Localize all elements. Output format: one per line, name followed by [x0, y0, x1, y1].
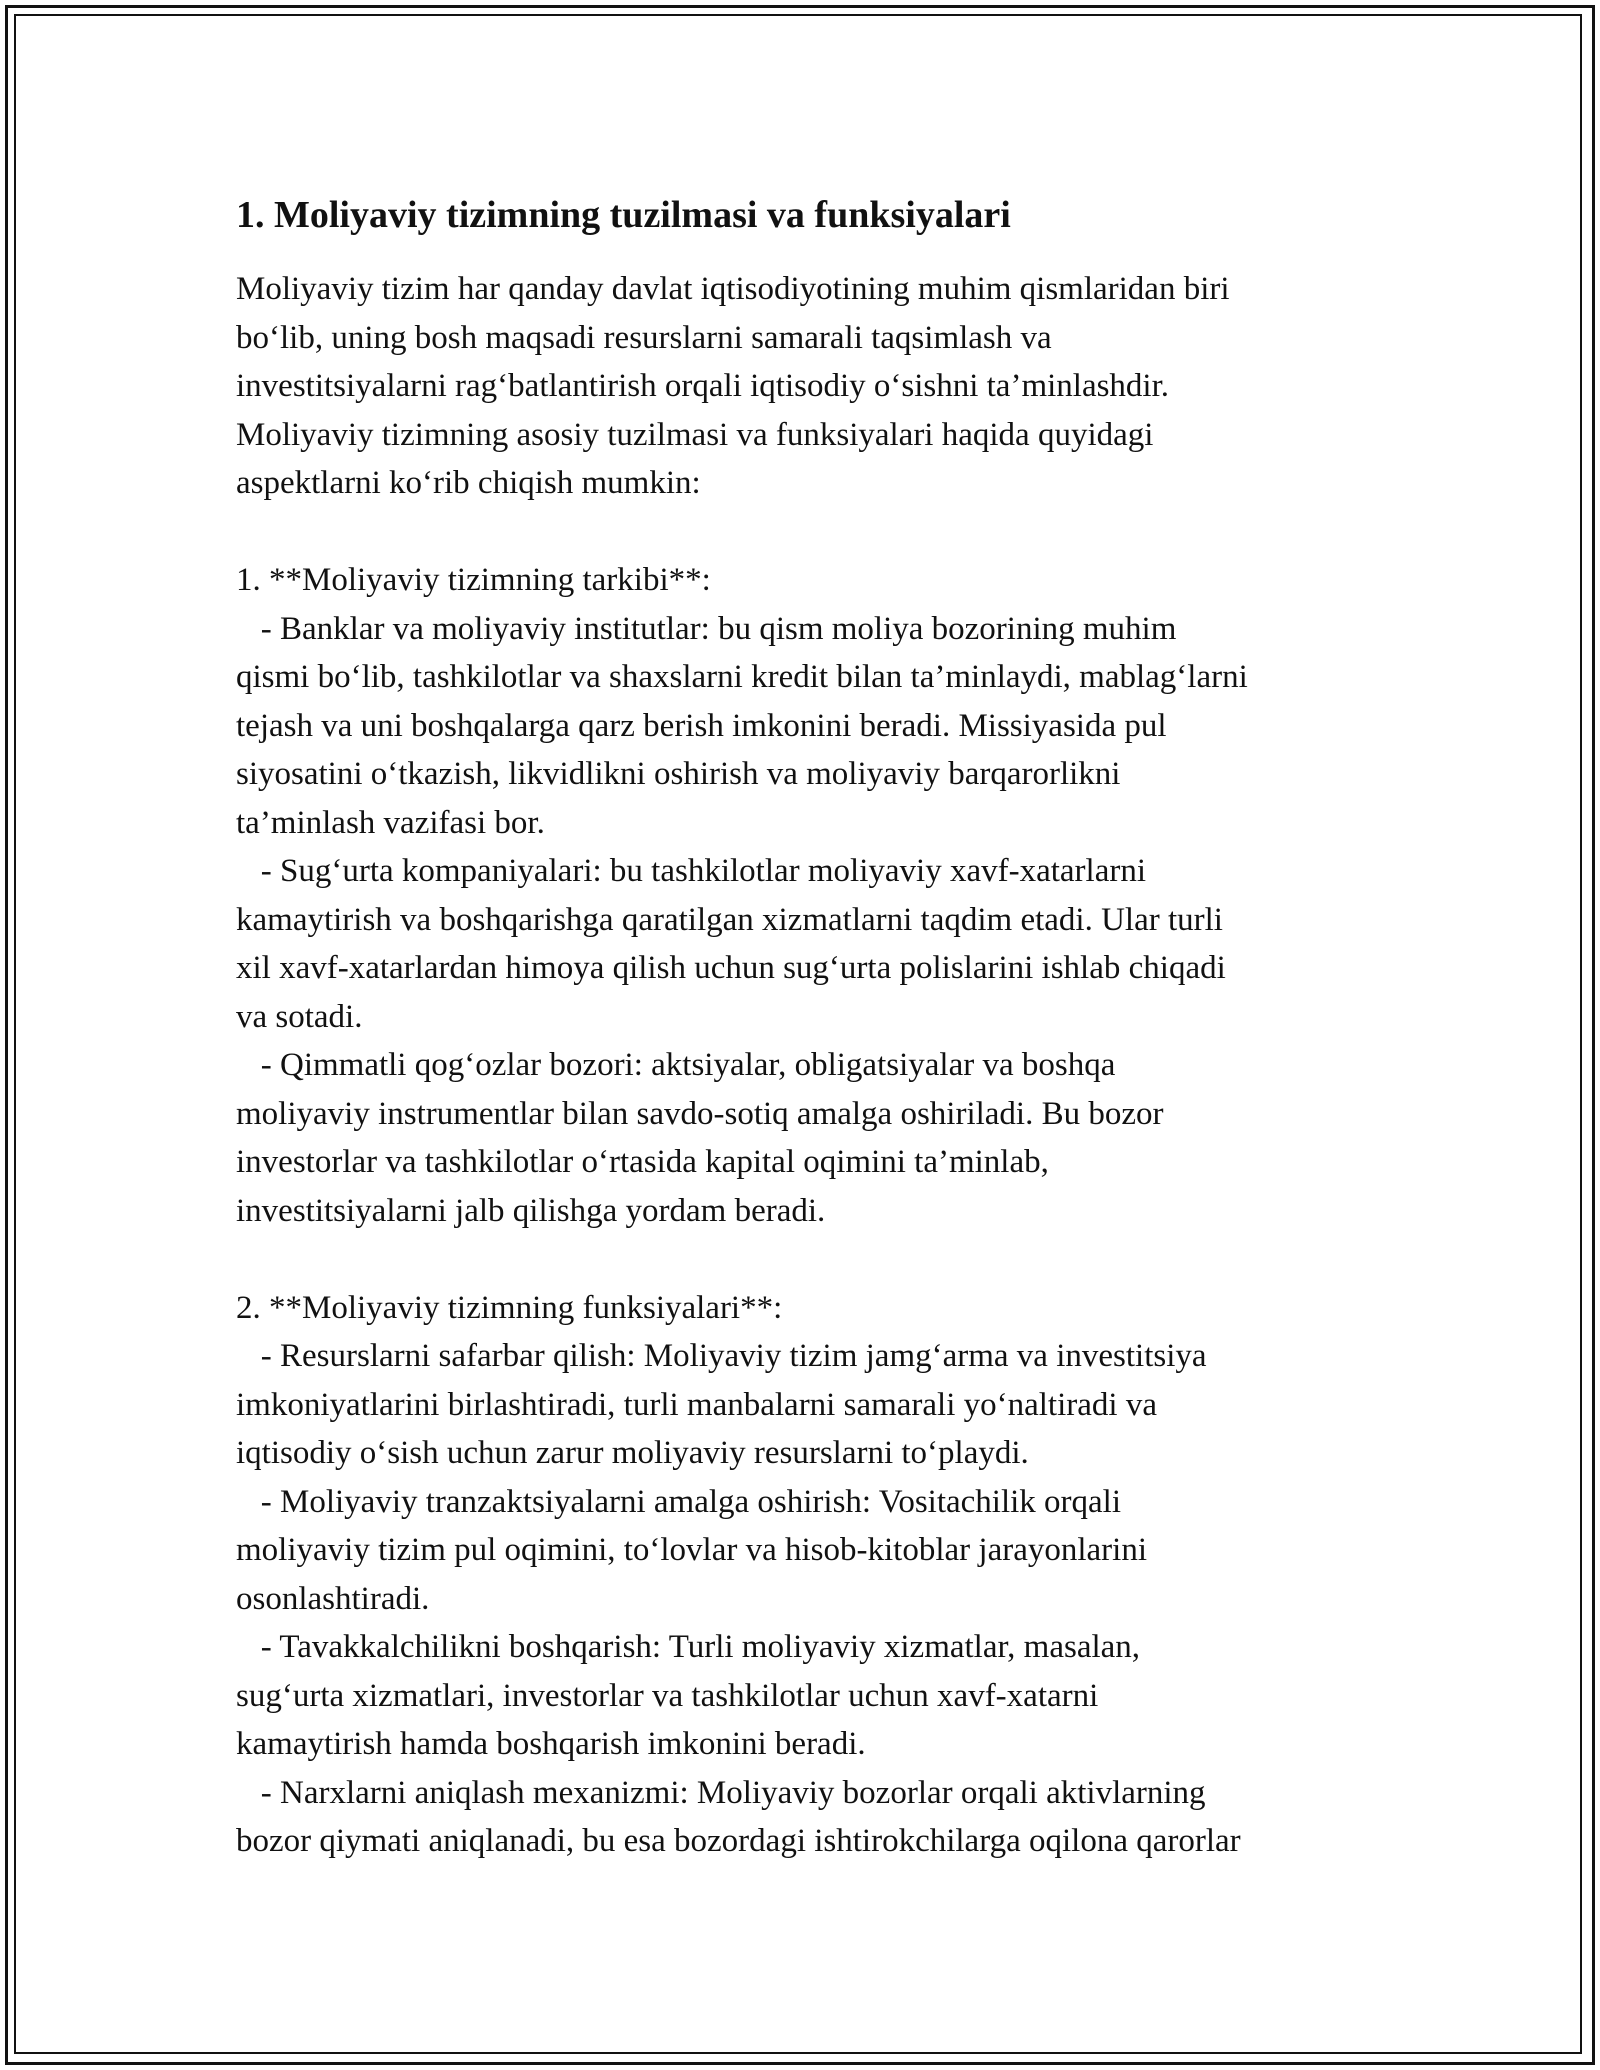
- text-line: sug‘urta xizmatlari, investorlar va tashkilotlar uchun xavf-xatarni: [236, 1677, 1099, 1714]
- document-title: 1. Moliyaviy tizimning tuzilmasi va funksiyalari: [236, 194, 1011, 236]
- text-line: imkoniyatlarini birlashtiradi, turli manbalarni samarali yo‘naltiradi va: [236, 1386, 1157, 1423]
- text-line: - Tavakkalchilikni boshqarish: Turli moliyaviy xizmatlar, masalan,: [236, 1629, 1141, 1665]
- text-line: moliyaviy tizim pul oqimini, to‘lovlar va hisob-kitoblar jarayonlarini: [236, 1532, 1147, 1568]
- text-line: - Narxlarni aniqlash mexanizmi: Moliyaviy bozorlar orqali aktivlarning: [236, 1774, 1206, 1811]
- text-line: - Sug‘urta kompaniyalari: bu tashkilotlar moliyaviy xavf-xatarlarni: [236, 853, 1146, 889]
- text-line: xil xavf-xatarlardan himoya qilish uchun sug‘urta polislarini ishlab chiqadi: [236, 950, 1226, 986]
- text-line: 2. **Moliyaviy tizimning funksiyalari**:: [236, 1289, 783, 1326]
- text-line: Moliyaviy tizim har qanday davlat iqtisodiyotining muhim qismlaridan biri: [236, 271, 1230, 307]
- text-line: aspektlarni ko‘rib chiqish mumkin:: [236, 465, 701, 501]
- document-text: [236, 265, 1386, 1866]
- text-line: bo‘lib, uning bosh maqsadi resurslarni samarali taqsimlash va: [236, 319, 1052, 356]
- text-line: va sotadi.: [236, 998, 363, 1035]
- text-line: kamaytirish va boshqarishga qaratilgan xizmatlarni taqdim etadi. Ular turli: [236, 901, 1223, 938]
- text-line: moliyaviy instrumentlar bilan savdo-sotiq amalga oshiriladi. Bu bozor: [236, 1095, 1164, 1132]
- text-line: - Banklar va moliyaviy institutlar: bu qism moliya bozorining muhim: [236, 610, 1177, 647]
- text-line: 1. **Moliyaviy tizimning tarkibi**:: [236, 562, 711, 598]
- text-line: qismi bo‘lib, tashkilotlar va shaxslarni kredit bilan ta’minlaydi, mablag‘larni: [236, 659, 1248, 695]
- text-line: - Moliyaviy tranzaktsiyalarni amalga oshirish: Vositachilik orqali: [236, 1483, 1122, 1520]
- text-line: [236, 508, 1386, 557]
- text-line: kamaytirish hamda boshqarish imkonini beradi.: [236, 1726, 866, 1762]
- text-line: - Qimmatli qog‘ozlar bozori: aktsiyalar, obligatsiyalar va boshqa: [236, 1047, 1116, 1083]
- text-line: iqtisodiy o‘sish uchun zarur moliyaviy resurslarni to‘playdi.: [236, 1435, 1029, 1471]
- text-line: tejash va uni boshqalarga qarz berish imkonini beradi. Missiyasida pul: [236, 707, 1167, 744]
- text-line: bozor qiymati aniqlanadi, bu esa bozordagi ishtirokchilarga oqilona qarorlar: [236, 1823, 1241, 1859]
- text-line: siyosatini o‘tkazish, likvidlikni oshirish va moliyaviy barqarorlikni: [236, 756, 1121, 792]
- text-line: investitsiyalarni rag‘batlantirish orqali iqtisodiy o‘sishni ta’minlashdir.: [236, 368, 1170, 404]
- text-line: - Resurslarni safarbar qilish: Moliyaviy tizim jamg‘arma va investitsiya: [236, 1338, 1207, 1374]
- text-line: [236, 1235, 1386, 1284]
- document-body: [236, 185, 1386, 1866]
- text-line: ta’minlash vazifasi bor.: [236, 804, 545, 841]
- text-line: investorlar va tashkilotlar o‘rtasida kapital oqimini ta’minlab,: [236, 1144, 1049, 1180]
- text-line: Moliyaviy tizimning asosiy tuzilmasi va funksiyalari haqida quyidagi: [236, 416, 1154, 453]
- text-line: investitsiyalarni jalb qilishga yordam beradi.: [236, 1192, 826, 1229]
- text-line: osonlashtiradi.: [236, 1580, 430, 1617]
